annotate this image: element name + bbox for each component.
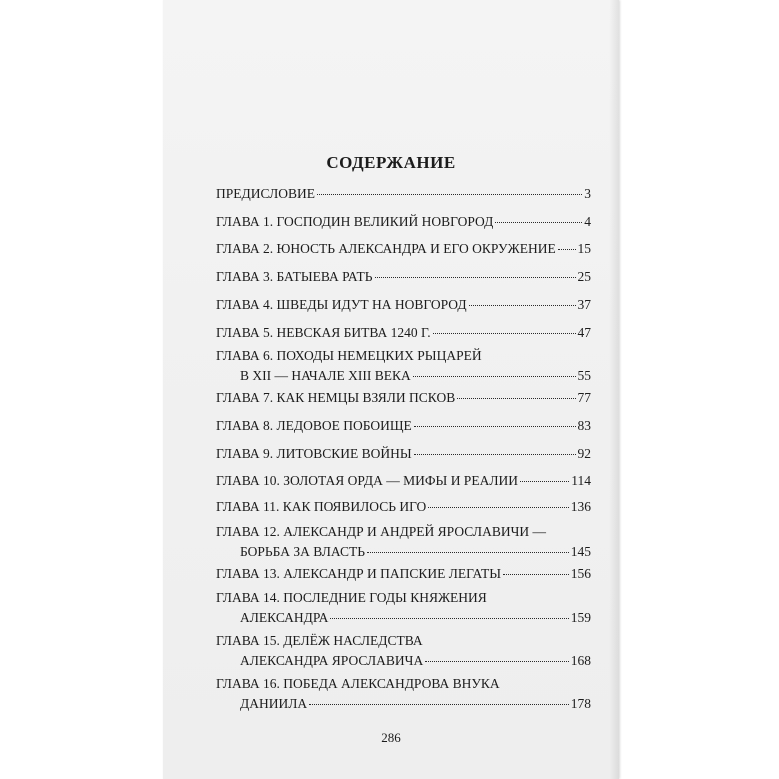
leader-dots [425, 661, 569, 662]
toc-entry-title: ГЛАВА 2. ЮНОСТЬ АЛЕКСАНДРА И ЕГО ОКРУЖЕНИЕ [216, 241, 556, 256]
toc-entry [216, 212, 591, 232]
toc-entry-page: 3 [584, 186, 591, 201]
toc-entry [216, 631, 591, 671]
toc-entry-title: ГЛАВА 9. ЛИТОВСКИЕ ВОЙНЫ [216, 446, 412, 461]
page-title: СОДЕРЖАНИЕ [326, 153, 456, 172]
toc-entry-title-continued: АЛЕКСАНДРА ЯРОСЛАВИЧА [240, 653, 424, 668]
toc-entry-page: 114 [571, 473, 591, 488]
toc-entry-title: ГЛАВА 16. ПОБЕДА АЛЕКСАНДРОВА ВНУКА [216, 676, 500, 691]
toc-entry-title: ГЛАВА 12. АЛЕКСАНДР И АНДРЕЙ ЯРОСЛАВИЧИ — [216, 524, 546, 539]
toc-entry-page: 55 [577, 368, 591, 383]
toc-entry-title-continued: В XII — НАЧАЛЕ XIII ВЕКА [240, 368, 411, 383]
leader-dots [367, 552, 569, 553]
toc-entry-title: ГЛАВА 7. КАК НЕМЦЫ ВЗЯЛИ ПСКОВ [216, 390, 456, 405]
toc-entry-page: 159 [570, 610, 591, 625]
leader-dots [317, 194, 582, 195]
toc-entry [216, 323, 591, 343]
toc-entry-title: ГЛАВА 1. ГОСПОДИН ВЕЛИКИЙ НОВГОРОД [216, 214, 494, 229]
toc-entry-title: ГЛАВА 8. ЛЕДОВОЕ ПОБОИЩЕ [216, 418, 412, 433]
page-number: 286 [381, 730, 401, 745]
leader-dots [375, 277, 576, 278]
leader-dots [433, 333, 576, 334]
toc-entry-page: 136 [570, 499, 591, 514]
toc-entry-page: 4 [584, 214, 591, 229]
toc-entry-title: ГЛАВА 13. АЛЕКСАНДР И ПАПСКИЕ ЛЕГАТЫ [216, 566, 502, 581]
leader-dots [413, 376, 576, 377]
toc-entry [216, 588, 591, 628]
toc-entry-title: ГЛАВА 6. ПОХОДЫ НЕМЕЦКИХ РЫЦАРЕЙ [216, 348, 482, 363]
toc-entry [216, 471, 591, 491]
leader-dots [558, 249, 576, 250]
leader-dots [414, 454, 576, 455]
leader-dots [309, 704, 569, 705]
leader-dots [330, 618, 568, 619]
toc-entry-page: 25 [577, 269, 591, 284]
toc-entry [216, 388, 591, 408]
toc-entry-title: ПРЕДИСЛОВИЕ [216, 186, 316, 201]
toc-entry [216, 267, 591, 287]
leader-dots [520, 481, 569, 482]
toc-entry [216, 564, 591, 584]
toc-entry [216, 674, 591, 714]
toc-entry-title-continued: АЛЕКСАНДРА [240, 610, 329, 625]
toc-entry-page: 37 [577, 297, 591, 312]
toc-entry-title: ГЛАВА 15. ДЕЛЁЖ НАСЛЕДСТВА [216, 633, 423, 648]
toc-entry-title-continued: БОРЬБА ЗА ВЛАСТЬ [240, 544, 365, 559]
toc-entry-page: 156 [570, 566, 591, 581]
toc-entry-page: 47 [577, 325, 591, 340]
book-page [163, 0, 619, 779]
toc-entry-page: 178 [570, 696, 591, 711]
toc-entry [216, 184, 591, 204]
toc-entry-page: 15 [577, 241, 591, 256]
toc-entry-title: ГЛАВА 11. КАК ПОЯВИЛОСЬ ИГО [216, 499, 427, 514]
leader-dots [457, 398, 575, 399]
toc-entry [216, 497, 591, 517]
toc-entry [216, 239, 591, 259]
toc-entry-title: ГЛАВА 5. НЕВСКАЯ БИТВА 1240 Г. [216, 325, 431, 340]
toc-entry [216, 295, 591, 315]
toc-entry-page: 77 [577, 390, 591, 405]
toc-entry-page: 168 [570, 653, 591, 668]
leader-dots [495, 222, 582, 223]
leader-dots [414, 426, 576, 427]
toc-entry-title-continued: ДАНИИЛА [240, 696, 308, 711]
toc-entry-title: ГЛАВА 4. ШВЕДЫ ИДУТ НА НОВГОРОД [216, 297, 467, 312]
leader-dots [469, 305, 576, 306]
toc-entry [216, 522, 591, 562]
toc-entry [216, 416, 591, 436]
toc-entry-title: ГЛАВА 3. БАТЫЕВА РАТЬ [216, 269, 373, 284]
toc-entry-page: 83 [577, 418, 591, 433]
toc-entry-title: ГЛАВА 10. ЗОЛОТАЯ ОРДА — МИФЫ И РЕАЛИИ [216, 473, 518, 488]
toc-entry-title: ГЛАВА 14. ПОСЛЕДНИЕ ГОДЫ КНЯЖЕНИЯ [216, 590, 487, 605]
toc-entry [216, 346, 591, 386]
toc-entry-page: 145 [570, 544, 591, 559]
leader-dots [503, 574, 569, 575]
leader-dots [428, 507, 568, 508]
toc-entry [216, 444, 591, 464]
toc-entry-page: 92 [577, 446, 591, 461]
